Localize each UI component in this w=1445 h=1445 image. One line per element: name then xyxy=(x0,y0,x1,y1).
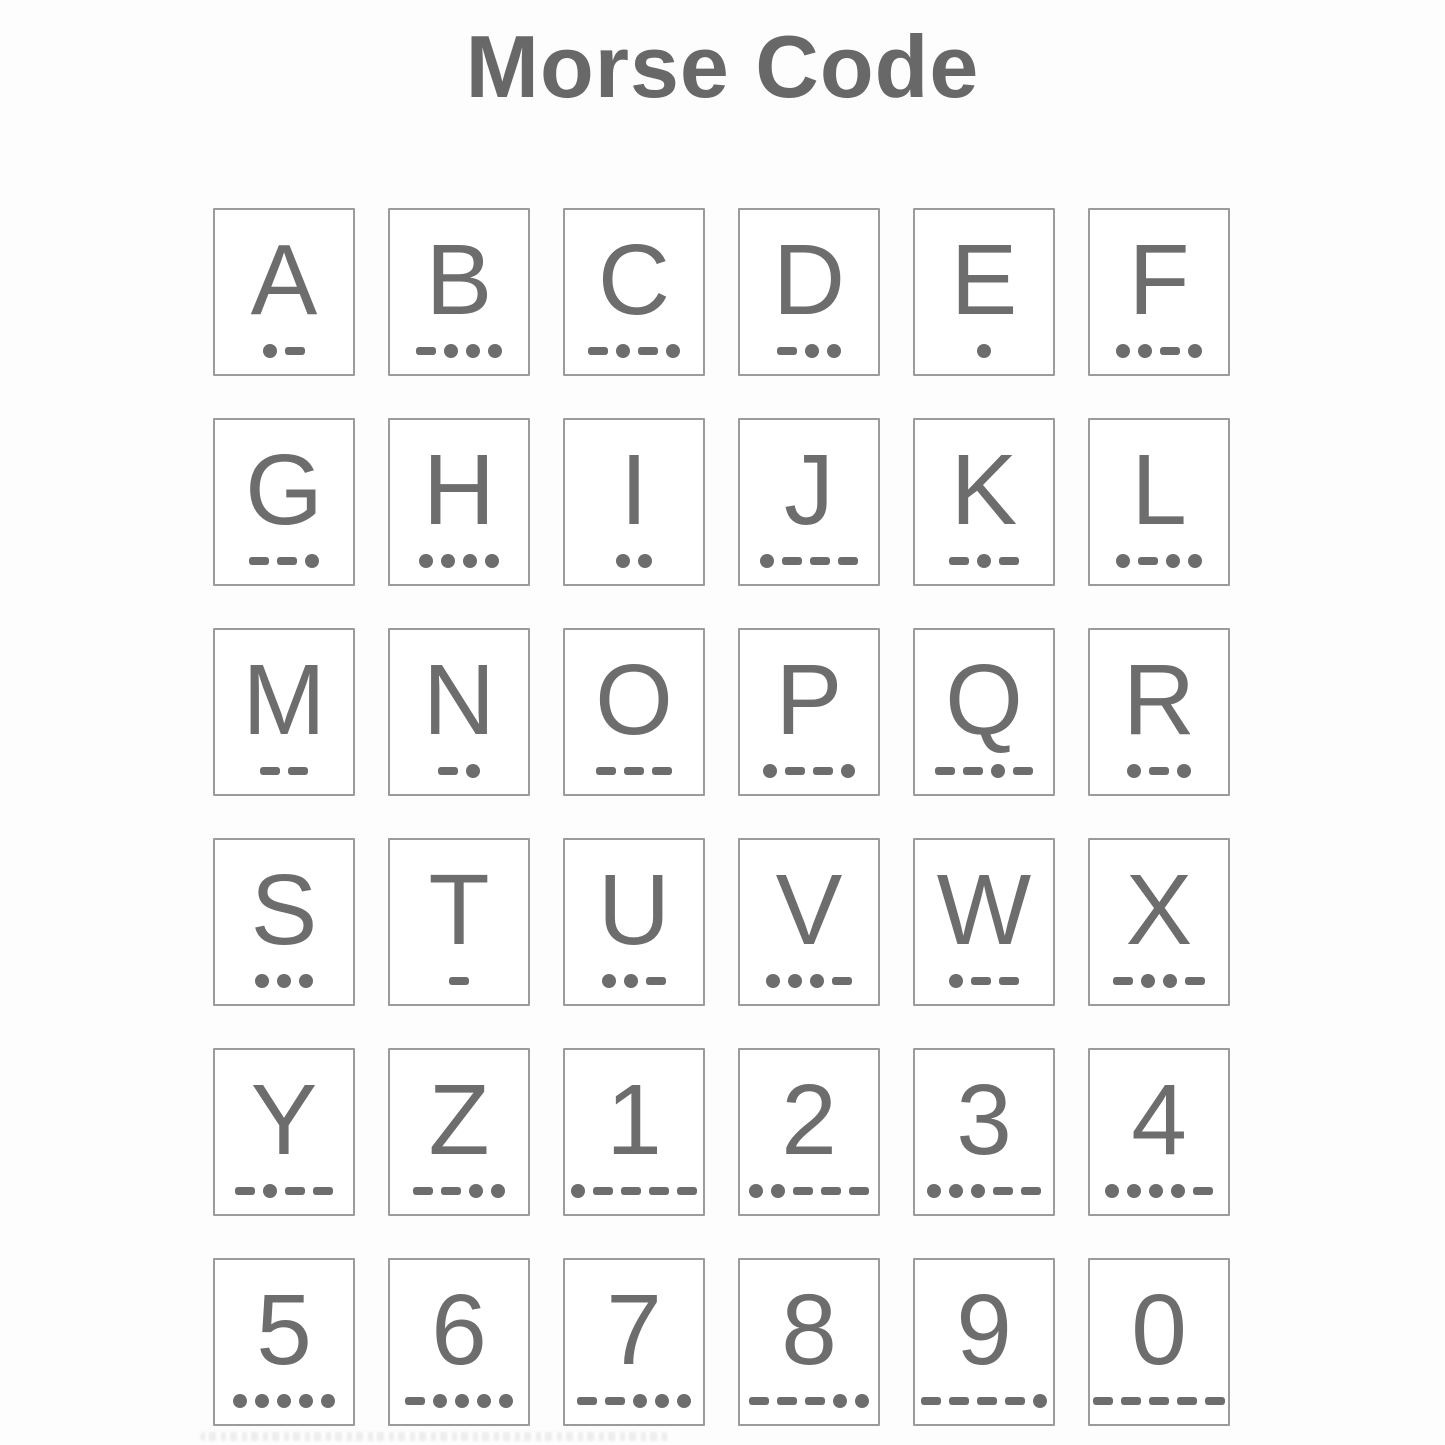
morse-dash-icon xyxy=(971,977,991,985)
card-morse-code xyxy=(749,1394,869,1408)
morse-dot-icon xyxy=(1116,344,1130,358)
morse-dash-icon xyxy=(449,977,469,985)
morse-dot-icon xyxy=(949,974,963,988)
card-morse-code xyxy=(405,1394,513,1408)
card-letter: S xyxy=(250,854,318,966)
morse-dash-icon xyxy=(1193,1187,1213,1195)
morse-dot-icon xyxy=(949,1184,963,1198)
morse-dash-icon xyxy=(849,1187,869,1195)
morse-dot-icon xyxy=(1116,554,1130,568)
card-letter: H xyxy=(422,434,496,546)
morse-dash-icon xyxy=(1160,347,1180,355)
morse-dot-icon xyxy=(1138,344,1152,358)
morse-dash-icon xyxy=(277,557,297,565)
card-letter: T xyxy=(428,854,490,966)
morse-dot-icon xyxy=(977,344,991,358)
morse-dot-icon xyxy=(571,1184,585,1198)
card-letter: 3 xyxy=(956,1064,1012,1176)
morse-dot-icon xyxy=(1105,1184,1119,1198)
card-letter: Q xyxy=(945,644,1023,756)
card-morse-code xyxy=(577,1394,691,1408)
morse-dash-icon xyxy=(749,1397,769,1405)
morse-dash-icon xyxy=(1177,1397,1197,1405)
card-letter: A xyxy=(250,224,318,336)
morse-dash-icon xyxy=(999,977,1019,985)
card-letter: M xyxy=(242,644,326,756)
morse-dash-icon xyxy=(1005,1397,1025,1405)
morse-card xyxy=(1088,838,1230,1006)
morse-dot-icon xyxy=(469,1184,483,1198)
morse-dot-icon xyxy=(771,1184,785,1198)
morse-dot-icon xyxy=(927,1184,941,1198)
morse-dot-icon xyxy=(299,974,313,988)
morse-dot-icon xyxy=(233,1394,247,1408)
morse-dash-icon xyxy=(624,767,644,775)
card-letter: K xyxy=(950,434,1018,546)
morse-dot-icon xyxy=(299,1394,313,1408)
morse-dash-icon xyxy=(646,977,666,985)
morse-dot-icon xyxy=(841,764,855,778)
card-morse-code xyxy=(935,764,1033,778)
morse-dash-icon xyxy=(649,1187,669,1195)
morse-dash-icon xyxy=(413,1187,433,1195)
morse-grid xyxy=(213,208,1230,1426)
card-morse-code xyxy=(977,344,991,358)
morse-dash-icon xyxy=(777,347,797,355)
card-morse-code xyxy=(413,1184,505,1198)
morse-card xyxy=(213,1258,355,1426)
card-letter: G xyxy=(245,434,323,546)
morse-dash-icon xyxy=(605,1397,625,1405)
morse-dot-icon xyxy=(491,1184,505,1198)
card-morse-code xyxy=(949,974,1019,988)
morse-dash-icon xyxy=(638,347,658,355)
card-letter: I xyxy=(620,434,648,546)
morse-dash-icon xyxy=(1021,1187,1041,1195)
morse-dot-icon xyxy=(263,1184,277,1198)
card-morse-code xyxy=(263,344,305,358)
morse-dot-icon xyxy=(277,1394,291,1408)
morse-dash-icon xyxy=(1113,977,1133,985)
morse-card xyxy=(738,1258,880,1426)
card-letter: D xyxy=(772,224,846,336)
morse-dash-icon xyxy=(777,1397,797,1405)
morse-dot-icon xyxy=(466,764,480,778)
morse-card xyxy=(913,418,1055,586)
morse-dot-icon xyxy=(466,344,480,358)
morse-dot-icon xyxy=(805,344,819,358)
morse-dot-icon xyxy=(788,974,802,988)
card-morse-code xyxy=(777,344,841,358)
morse-dot-icon xyxy=(463,554,477,568)
morse-dot-icon xyxy=(810,974,824,988)
card-letter: Y xyxy=(250,1064,318,1176)
card-morse-code xyxy=(571,1184,697,1198)
morse-dot-icon xyxy=(638,554,652,568)
morse-card xyxy=(388,1048,530,1216)
morse-dot-icon xyxy=(419,554,433,568)
morse-card xyxy=(738,628,880,796)
card-morse-code xyxy=(419,554,499,568)
morse-card xyxy=(213,628,355,796)
morse-dash-icon xyxy=(963,767,983,775)
morse-dash-icon xyxy=(405,1397,425,1405)
morse-dash-icon xyxy=(441,1187,461,1195)
card-morse-code xyxy=(749,1184,869,1198)
card-letter: P xyxy=(775,644,843,756)
card-morse-code xyxy=(1105,1184,1213,1198)
morse-dash-icon xyxy=(677,1187,697,1195)
morse-dot-icon xyxy=(833,1394,847,1408)
morse-dot-icon xyxy=(1166,554,1180,568)
morse-dash-icon xyxy=(1149,767,1169,775)
morse-dot-icon xyxy=(1177,764,1191,778)
card-morse-code xyxy=(921,1394,1047,1408)
morse-card xyxy=(913,208,1055,376)
card-morse-code xyxy=(235,1184,333,1198)
morse-dot-icon xyxy=(441,554,455,568)
morse-dot-icon xyxy=(763,764,777,778)
morse-dot-icon xyxy=(444,344,458,358)
card-morse-code xyxy=(260,764,308,778)
morse-card xyxy=(738,838,880,1006)
morse-dot-icon xyxy=(855,1394,869,1408)
card-letter: V xyxy=(775,854,843,966)
morse-card xyxy=(913,838,1055,1006)
morse-card xyxy=(563,208,705,376)
card-morse-code xyxy=(438,764,480,778)
morse-card xyxy=(1088,208,1230,376)
card-letter: 0 xyxy=(1131,1274,1187,1386)
morse-dot-icon xyxy=(749,1184,763,1198)
morse-dot-icon xyxy=(1127,1184,1141,1198)
morse-dot-icon xyxy=(971,1184,985,1198)
morse-dash-icon xyxy=(1138,557,1158,565)
morse-card xyxy=(388,1258,530,1426)
morse-card xyxy=(1088,1048,1230,1216)
card-letter: B xyxy=(425,224,493,336)
card-letter: W xyxy=(936,854,1032,966)
card-letter: C xyxy=(597,224,671,336)
morse-dash-icon xyxy=(249,557,269,565)
morse-dash-icon xyxy=(593,1187,613,1195)
morse-dot-icon xyxy=(991,764,1005,778)
morse-dot-icon xyxy=(624,974,638,988)
morse-dash-icon xyxy=(949,1397,969,1405)
morse-dash-icon xyxy=(999,557,1019,565)
morse-card xyxy=(913,1048,1055,1216)
card-morse-code xyxy=(616,554,652,568)
morse-dash-icon xyxy=(832,977,852,985)
morse-card xyxy=(738,208,880,376)
morse-dot-icon xyxy=(760,554,774,568)
morse-card xyxy=(563,838,705,1006)
morse-dot-icon xyxy=(1033,1394,1047,1408)
morse-card xyxy=(213,838,355,1006)
card-morse-code xyxy=(1116,554,1202,568)
morse-card xyxy=(1088,1258,1230,1426)
morse-dot-icon xyxy=(488,344,502,358)
morse-dot-icon xyxy=(655,1394,669,1408)
card-letter: E xyxy=(950,224,1018,336)
morse-dash-icon xyxy=(977,1397,997,1405)
card-morse-code xyxy=(249,554,319,568)
morse-dash-icon xyxy=(838,557,858,565)
morse-dash-icon xyxy=(813,767,833,775)
watermark xyxy=(200,1432,670,1441)
morse-dot-icon xyxy=(1141,974,1155,988)
morse-dash-icon xyxy=(993,1187,1013,1195)
morse-dot-icon xyxy=(1163,974,1177,988)
morse-card xyxy=(213,418,355,586)
morse-dash-icon xyxy=(588,347,608,355)
card-letter: R xyxy=(1122,644,1196,756)
morse-dash-icon xyxy=(285,1187,305,1195)
card-morse-code xyxy=(1127,764,1191,778)
card-letter: 7 xyxy=(606,1274,662,1386)
card-letter: J xyxy=(784,434,834,546)
morse-dash-icon xyxy=(1013,767,1033,775)
morse-dash-icon xyxy=(577,1397,597,1405)
morse-card xyxy=(913,628,1055,796)
card-letter: 6 xyxy=(431,1274,487,1386)
morse-card xyxy=(388,418,530,586)
morse-dot-icon xyxy=(1127,764,1141,778)
morse-dot-icon xyxy=(633,1394,647,1408)
card-letter: 4 xyxy=(1131,1064,1187,1176)
card-morse-code xyxy=(602,974,666,988)
morse-dash-icon xyxy=(805,1397,825,1405)
morse-dot-icon xyxy=(305,554,319,568)
card-morse-code xyxy=(1113,974,1205,988)
card-letter: 8 xyxy=(781,1274,837,1386)
morse-dash-icon xyxy=(621,1187,641,1195)
morse-dash-icon xyxy=(416,347,436,355)
morse-dash-icon xyxy=(810,557,830,565)
morse-dot-icon xyxy=(255,974,269,988)
morse-card xyxy=(388,628,530,796)
card-morse-code xyxy=(449,974,469,988)
card-letter: 5 xyxy=(256,1274,312,1386)
morse-dot-icon xyxy=(827,344,841,358)
morse-dash-icon xyxy=(1121,1397,1141,1405)
morse-dot-icon xyxy=(602,974,616,988)
page-title: Morse Code xyxy=(465,17,980,116)
card-morse-code xyxy=(416,344,502,358)
morse-dash-icon xyxy=(793,1187,813,1195)
card-morse-code xyxy=(1093,1394,1225,1408)
card-letter: F xyxy=(1128,224,1190,336)
morse-dot-icon xyxy=(666,344,680,358)
card-letter: X xyxy=(1125,854,1193,966)
morse-dash-icon xyxy=(821,1187,841,1195)
morse-dash-icon xyxy=(285,347,305,355)
card-letter: 2 xyxy=(781,1064,837,1176)
morse-dash-icon xyxy=(235,1187,255,1195)
card-letter: O xyxy=(595,644,673,756)
morse-card xyxy=(388,838,530,1006)
card-letter: N xyxy=(422,644,496,756)
card-morse-code xyxy=(763,764,855,778)
morse-dash-icon xyxy=(288,767,308,775)
morse-dash-icon xyxy=(1185,977,1205,985)
morse-dot-icon xyxy=(616,344,630,358)
card-morse-code xyxy=(766,974,852,988)
card-morse-code xyxy=(588,344,680,358)
morse-card xyxy=(738,418,880,586)
morse-dot-icon xyxy=(1188,344,1202,358)
morse-dash-icon xyxy=(935,767,955,775)
morse-dot-icon xyxy=(1188,554,1202,568)
morse-dot-icon xyxy=(485,554,499,568)
card-morse-code xyxy=(760,554,858,568)
morse-dash-icon xyxy=(596,767,616,775)
card-letter: Z xyxy=(428,1064,490,1176)
morse-dot-icon xyxy=(677,1394,691,1408)
morse-dash-icon xyxy=(1205,1397,1225,1405)
morse-dot-icon xyxy=(477,1394,491,1408)
morse-dash-icon xyxy=(438,767,458,775)
card-morse-code xyxy=(233,1394,335,1408)
morse-dot-icon xyxy=(277,974,291,988)
morse-card xyxy=(1088,628,1230,796)
card-letter: 9 xyxy=(956,1274,1012,1386)
morse-card xyxy=(913,1258,1055,1426)
card-morse-code xyxy=(949,554,1019,568)
morse-card xyxy=(388,208,530,376)
morse-dash-icon xyxy=(652,767,672,775)
card-morse-code xyxy=(1116,344,1202,358)
morse-card xyxy=(563,1048,705,1216)
morse-dot-icon xyxy=(255,1394,269,1408)
morse-card xyxy=(563,418,705,586)
morse-card xyxy=(738,1048,880,1216)
morse-dash-icon xyxy=(260,767,280,775)
morse-dash-icon xyxy=(313,1187,333,1195)
morse-dot-icon xyxy=(616,554,630,568)
card-letter: U xyxy=(597,854,671,966)
morse-dot-icon xyxy=(1171,1184,1185,1198)
morse-dot-icon xyxy=(977,554,991,568)
morse-dash-icon xyxy=(921,1397,941,1405)
morse-card xyxy=(563,1258,705,1426)
morse-dot-icon xyxy=(1149,1184,1163,1198)
morse-dash-icon xyxy=(1093,1397,1113,1405)
morse-dot-icon xyxy=(433,1394,447,1408)
morse-card xyxy=(213,1048,355,1216)
morse-dash-icon xyxy=(1149,1397,1169,1405)
card-morse-code xyxy=(596,764,672,778)
morse-dot-icon xyxy=(766,974,780,988)
morse-card xyxy=(1088,418,1230,586)
morse-dot-icon xyxy=(321,1394,335,1408)
morse-dash-icon xyxy=(782,557,802,565)
card-morse-code xyxy=(255,974,313,988)
morse-dash-icon xyxy=(949,557,969,565)
card-letter: 1 xyxy=(606,1064,662,1176)
morse-dot-icon xyxy=(499,1394,513,1408)
card-letter: L xyxy=(1131,434,1187,546)
morse-dash-icon xyxy=(785,767,805,775)
morse-dot-icon xyxy=(455,1394,469,1408)
card-morse-code xyxy=(927,1184,1041,1198)
morse-dot-icon xyxy=(263,344,277,358)
morse-card xyxy=(213,208,355,376)
morse-card xyxy=(563,628,705,796)
